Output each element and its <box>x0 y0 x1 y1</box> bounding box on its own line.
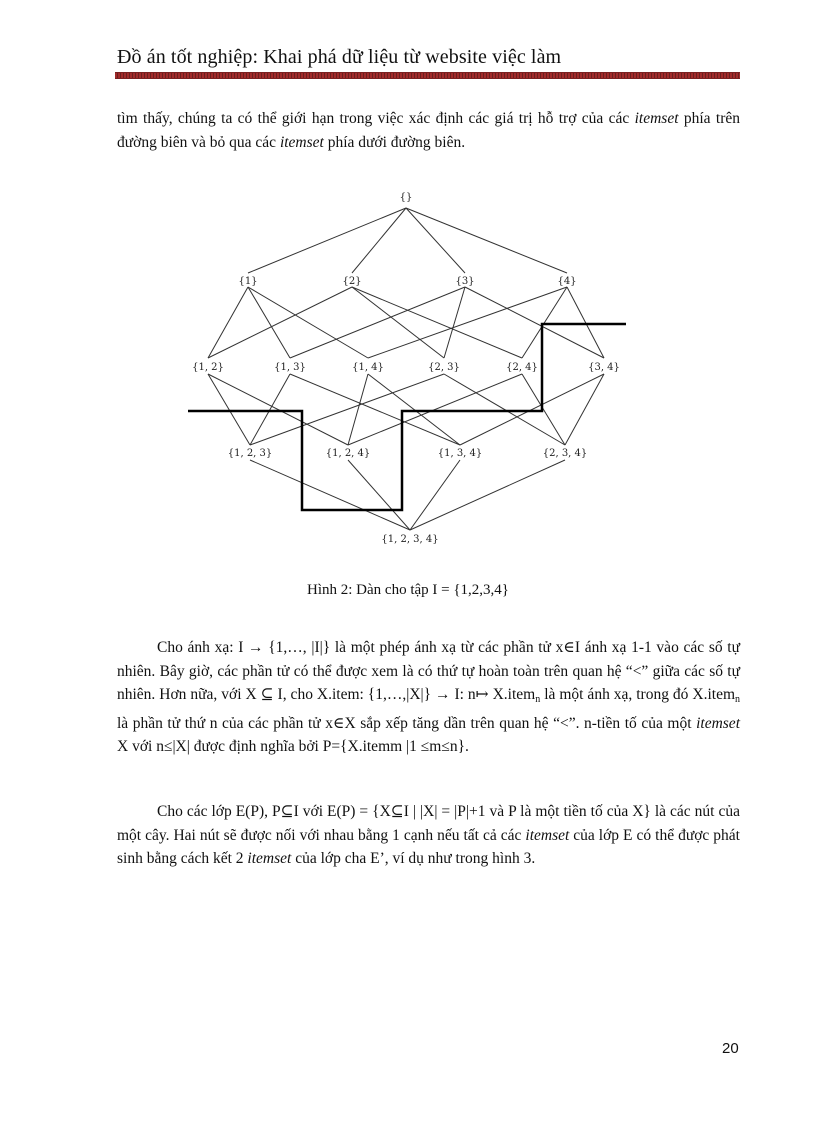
page-header-title: Đồ án tốt nghiệp: Khai phá dữ liệu từ website việc làm <box>117 46 562 68</box>
border-line <box>188 324 626 510</box>
header-rule <box>115 72 740 79</box>
node-123: {1, 2, 3} <box>227 448 273 459</box>
node-124: {1, 2, 4} <box>325 448 371 459</box>
node-13: {1, 3} <box>274 362 306 373</box>
page-number: 20 <box>722 1040 739 1057</box>
node-2: {2} <box>342 276 362 287</box>
node-34: {3, 4} <box>588 362 620 373</box>
node-14: {1, 4} <box>352 362 384 373</box>
node-1: {1} <box>238 276 258 287</box>
paragraph-mapping: Cho ánh xạ: I → {1,…, |I|} là một phép ánh xạ từ các phần tử x∈I ánh xạ 1-1 vào các số tự nhiên. Bây giờ, các phần tử có thể được xem là có thứ tự hoàn toàn trên quan hệ “<” giữa các số tự nhiên. Hơn nữa, với X ⊆ I, cho X.item: {1,…,|X|} → I: n↦ X.item$_n$ là một ánh xạ, trong đó X.item$_n$ là phần tử thứ n của các phần tử x∈X sắp xếp tăng dần trên quan hệ “<”. n-tiền tố của một itemset X với n≤|X| được định nghĩa bởi P={X.itemm |1 ≤m≤n}. <box>117 639 741 755</box>
figure-caption: Hình 2: Dàn cho tập I = {1,2,3,4} <box>307 582 509 598</box>
node-empty: {} <box>399 192 413 203</box>
paragraph-classes: Cho các lớp E(P), P⊆I với E(P) = {X⊆I | |X| = |P|+1 và P là một tiền tố của X} là các nút của một cây. Hai nút sẽ được nối với nhau bằng 1 cạnh nếu tất cả các itemset của lớp E có thể được phát sinh bằng cách kết 2 itemset của lớp cha E’, ví dụ như trong hình 3. <box>117 803 740 867</box>
node-12: {1, 2} <box>192 362 224 373</box>
node-24: {2, 4} <box>506 362 538 373</box>
node-4: {4} <box>557 276 577 287</box>
lattice-edges <box>208 208 604 530</box>
node-134: {1, 3, 4} <box>437 448 483 459</box>
lattice-diagram <box>188 180 628 550</box>
intro-paragraph: tìm thấy, chúng ta có thể giới hạn trong việc xác định các giá trị hỗ trợ của các itemset phía trên đường biên và bỏ qua các itemset phía dưới đường biên. <box>117 110 740 151</box>
node-234: {2, 3, 4} <box>542 448 588 459</box>
node-3: {3} <box>455 276 475 287</box>
node-23: {2, 3} <box>428 362 460 373</box>
lattice-nodes <box>192 192 620 545</box>
node-1234: {1, 2, 3, 4} <box>381 534 439 545</box>
